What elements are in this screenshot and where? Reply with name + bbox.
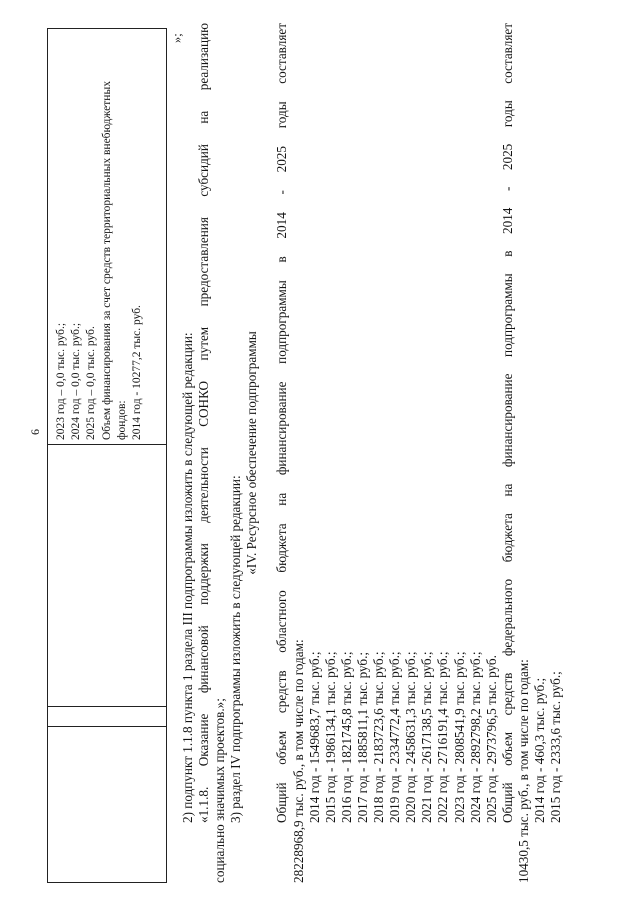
table-finance-note: Объем финансирования за счет средств территориальных внебюджетных фондов: xyxy=(100,81,128,440)
list-item: 2014 год - 1549683,7 тыс. руб.; xyxy=(306,651,322,823)
spacer xyxy=(260,23,274,883)
list-item: 2022 год - 2716191,4 тыс. руб.; xyxy=(435,651,451,823)
federal-total-line-2: 10430,5 тыс. руб., в том числе по годам: xyxy=(515,659,531,883)
list-item: 2023 год - 2808541,9 тыс. руб.; xyxy=(451,651,467,823)
table-line-2014-funds: 2014 год - 10277,2 тыс. руб. xyxy=(131,305,144,440)
document-body xyxy=(180,23,564,883)
closing-quote: »; xyxy=(170,33,184,43)
regional-total-line-2: 28228968,9 тыс. руб., в том числе по годам: xyxy=(290,639,306,883)
table-cell-left xyxy=(48,706,166,882)
list-item: 2025 год - 2973796,5 тыс. руб. xyxy=(483,655,499,823)
table-cell-right xyxy=(48,29,166,444)
regional-years-list xyxy=(307,23,500,823)
list-item: 2015 год - 2333,6 тыс. руб.; xyxy=(548,671,564,823)
federal-total-line-1: Общий объем средств федерального бюджета на финансирование подпрограммы в 2014 - 2025 годы составляет xyxy=(499,23,515,823)
item-2-quote-line-1: «1.1.8. Оказание финансовой поддержки деятельности СОНКО путем предоставления субсидий на реализацию xyxy=(196,23,212,823)
page-number: 6 xyxy=(28,429,42,435)
list-item: 2014 год - 460,3 тыс. руб.; xyxy=(531,677,547,823)
item-2-intro: 2) подпункт 1.1.8 пункта 1 раздела III подпрограммы изложить в следующей редакции: xyxy=(180,332,195,823)
table-cell-middle xyxy=(48,444,166,706)
table-line-2025: 2025 год – 0,0 тыс. руб. xyxy=(85,326,98,440)
section-heading: «IV. Ресурсное обеспечение подпрограммы xyxy=(244,331,260,575)
table-inner-rule xyxy=(48,726,166,727)
list-item: 2019 год - 2334772,4 тыс. руб.; xyxy=(387,651,403,823)
finance-table-fragment xyxy=(47,28,167,883)
list-item: 2021 год - 2617138,5 тыс. руб.; xyxy=(419,651,435,823)
list-item: 2015 год - 1986134,1 тыс. руб.; xyxy=(322,651,338,823)
list-item: 2020 год - 2458631,3 тыс. руб.; xyxy=(403,651,419,823)
list-item: 2024 год - 2892798,2 тыс. руб.; xyxy=(467,651,483,823)
table-line-2023: 2023 год – 0,0 тыс. руб.; xyxy=(55,322,67,440)
item-3-intro: 3) раздел IV подпрограммы изложить в следующей редакции: xyxy=(228,475,244,823)
list-item: 2018 год - 2183723,6 тыс. руб.; xyxy=(371,651,387,823)
item-2-quote-line-2: социально значимых проектов.»; xyxy=(212,698,228,883)
table-line-2024: 2024 год – 0,0 тыс. руб.; xyxy=(70,322,83,440)
list-item: 2016 год - 1821745,8 тыс. руб.; xyxy=(338,651,354,823)
federal-years-list xyxy=(532,23,564,823)
list-item: 2017 год - 1885811,1 тыс. руб.; xyxy=(354,651,370,823)
regional-total-line-1: Общий объем средств областного бюджета на финансирование подпрограммы в 2014 - 2025 годы составляет xyxy=(274,23,290,823)
